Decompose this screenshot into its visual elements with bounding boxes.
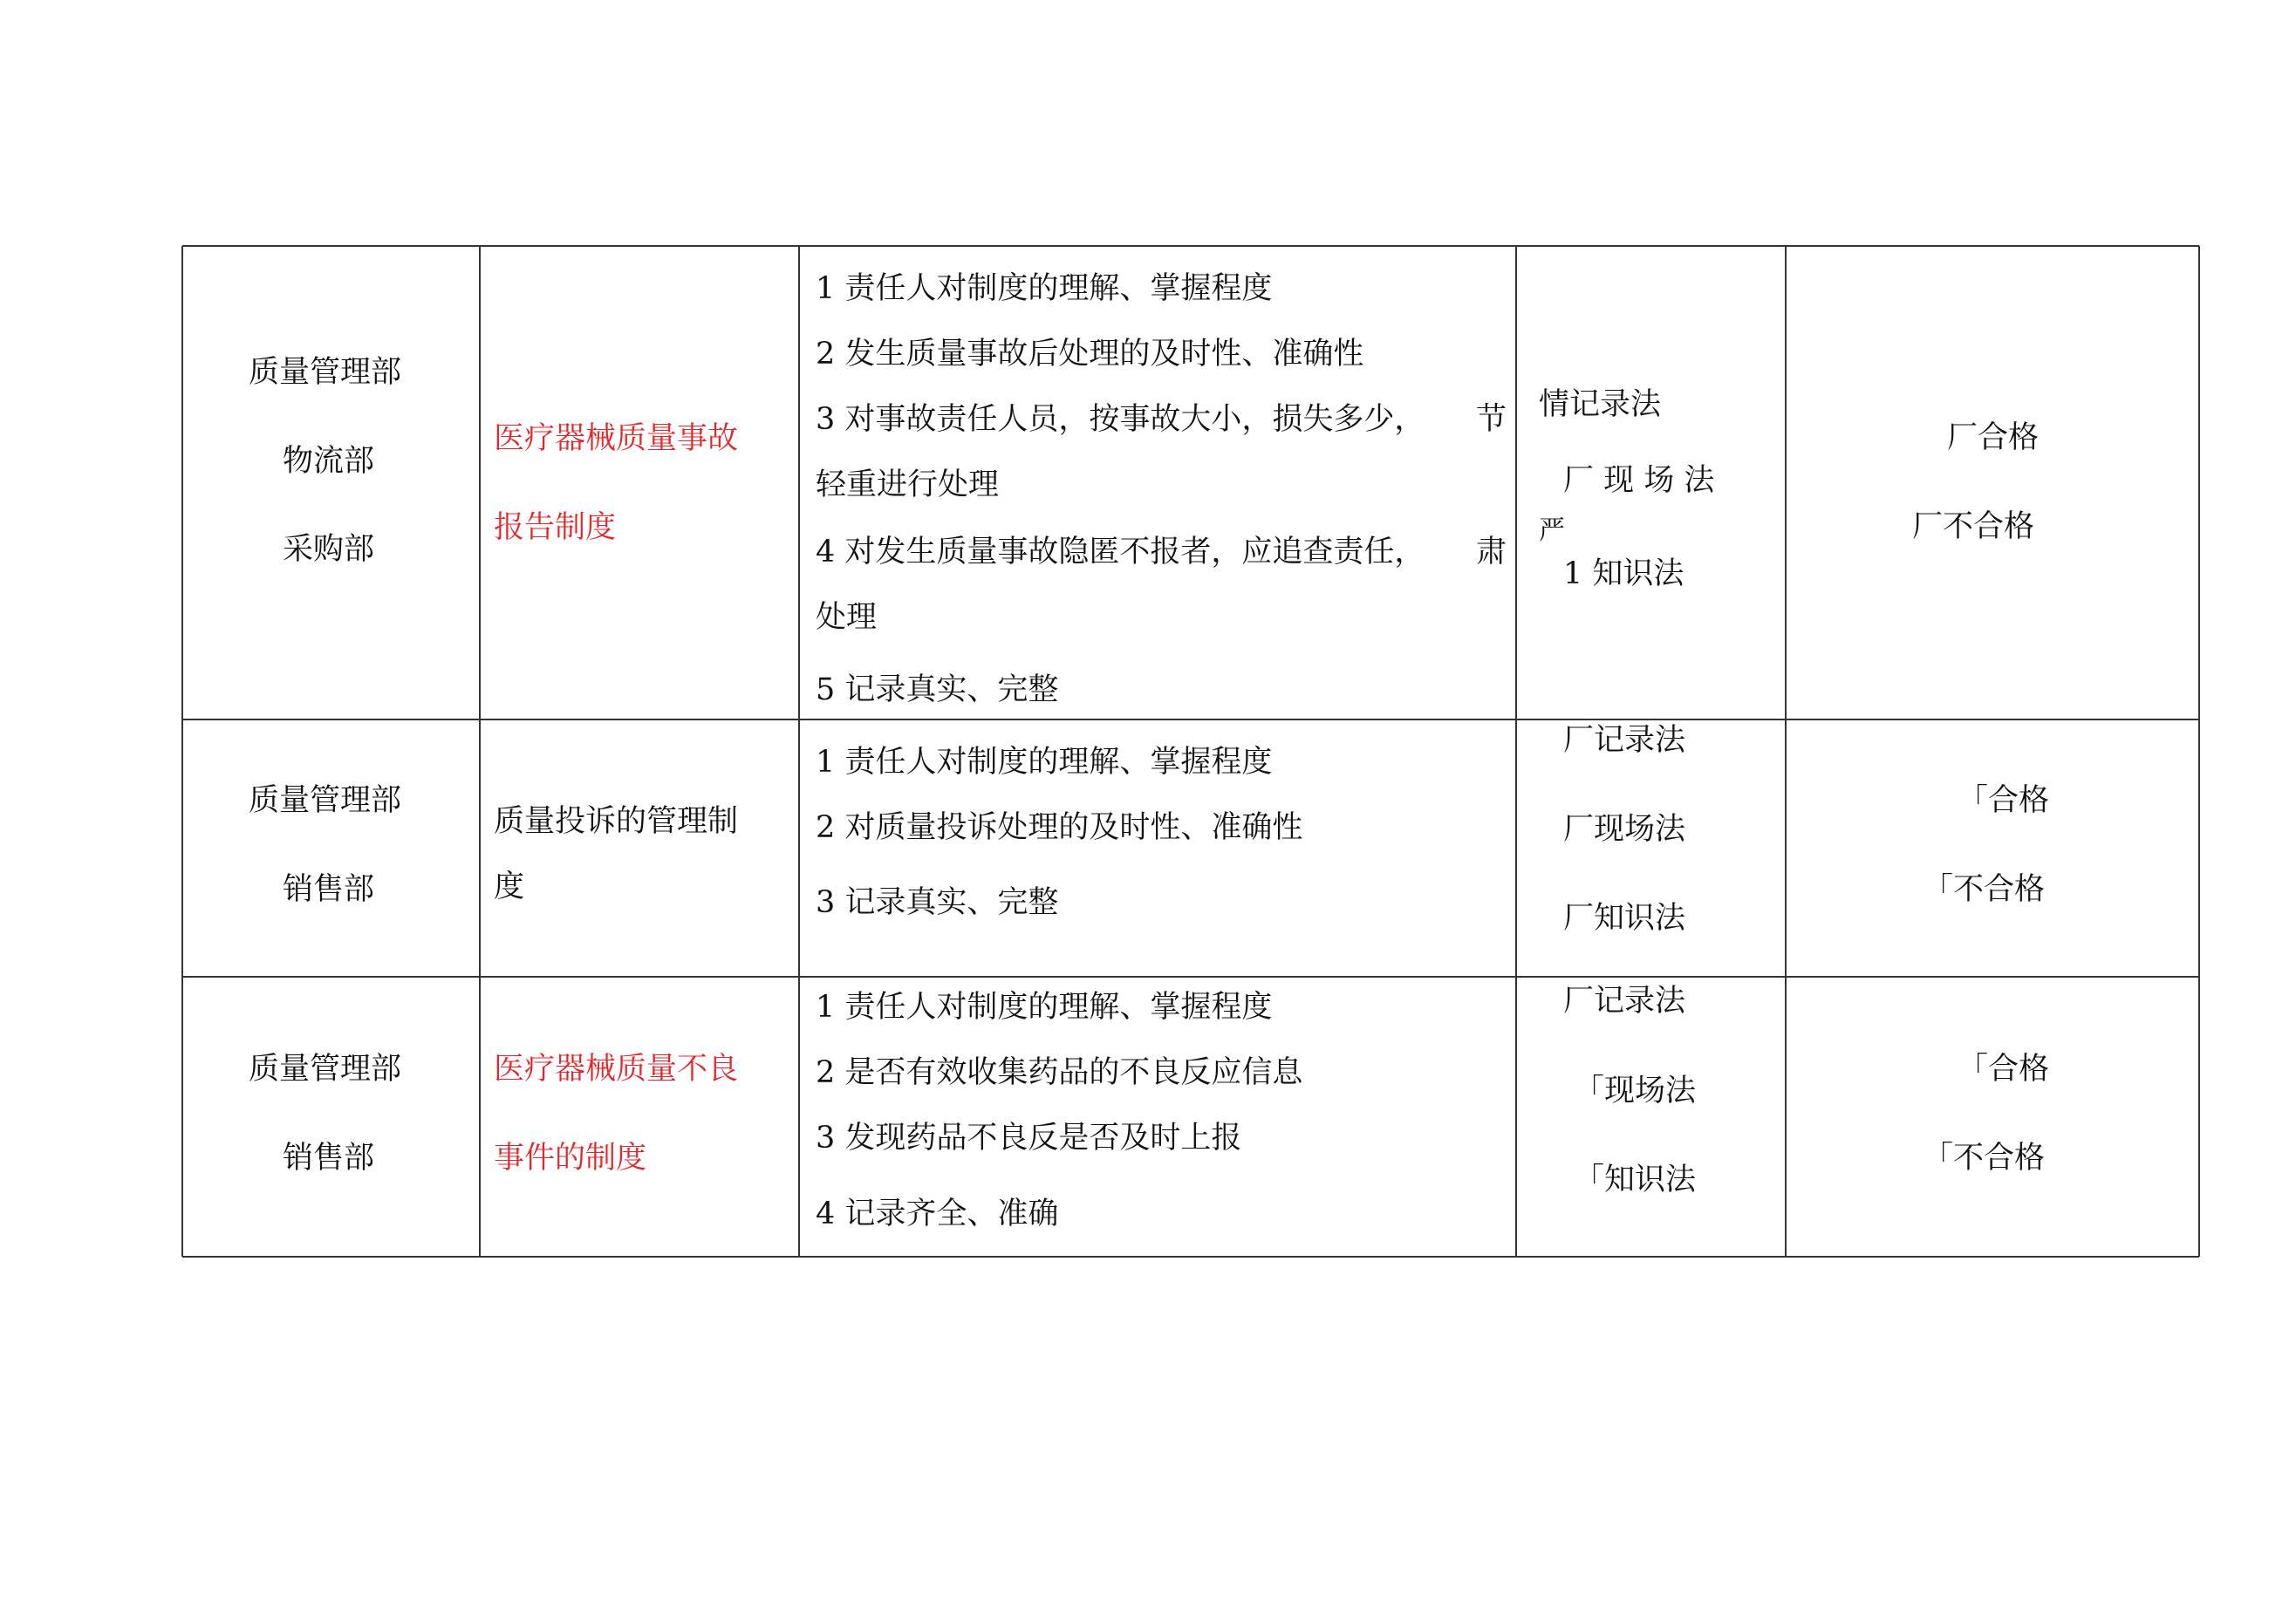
criteria-line: 5 记录真实、完整 bbox=[816, 672, 1059, 707]
criteria-line: 2 对质量投诉处理的及时性、准确性 bbox=[816, 810, 1303, 845]
method-option-text: 厂记录法 bbox=[1563, 723, 1686, 758]
department-cell-text: 质量管理部 bbox=[249, 783, 402, 818]
criteria-line: 轻重进行处理 bbox=[816, 467, 1000, 502]
criteria-line: 4 记录齐全、准确 bbox=[816, 1197, 1059, 1231]
method-option-text: 严 bbox=[1539, 515, 1565, 546]
criteria-line: 1 责任人对制度的理解、掌握程度 bbox=[816, 271, 1273, 306]
result-option-text: 「合格 bbox=[1958, 783, 2050, 818]
criteria-line: 节 bbox=[1476, 402, 1507, 437]
system-name-text: 度 bbox=[494, 869, 525, 904]
result-option-text: 厂合格 bbox=[1947, 420, 2040, 455]
criteria-line: 处理 bbox=[816, 600, 878, 635]
system-name-text: 医疗器械质量事故 bbox=[494, 421, 739, 456]
department-cell-text: 质量管理部 bbox=[249, 355, 402, 390]
criteria-line: 3 发现药品不良反是否及时上报 bbox=[816, 1121, 1242, 1156]
criteria-line: 1 责任人对制度的理解、掌握程度 bbox=[816, 990, 1273, 1025]
department-cell-text: 物流部 bbox=[283, 444, 375, 479]
method-option-text: 厂现场法 bbox=[1563, 812, 1686, 847]
system-name-text: 质量投诉的管理制 bbox=[494, 804, 739, 839]
result-option-text: 「合格 bbox=[1958, 1052, 2050, 1087]
method-option-text: 厂 现 场 法 bbox=[1563, 463, 1715, 498]
criteria-line: 3 对事故责任人员，按事故大小，损失多少， bbox=[816, 402, 1425, 437]
system-name-text: 报告制度 bbox=[494, 510, 617, 545]
department-cell-text: 采购部 bbox=[283, 532, 375, 567]
criteria-line: 1 责任人对制度的理解、掌握程度 bbox=[816, 745, 1273, 780]
result-option-text: 厂不合格 bbox=[1912, 509, 2035, 544]
method-option-text: 厂知识法 bbox=[1563, 901, 1686, 936]
method-option-text: 厂记录法 bbox=[1563, 984, 1686, 1019]
method-option-text: 情记录法 bbox=[1539, 387, 1662, 422]
department-cell-text: 质量管理部 bbox=[249, 1052, 402, 1087]
criteria-line: 4 对发生质量事故隐匿不报者，应追查责任， bbox=[816, 535, 1425, 569]
method-option-text: 1 知识法 bbox=[1563, 556, 1684, 591]
department-cell-text: 销售部 bbox=[283, 872, 375, 907]
method-option-text: 「知识法 bbox=[1574, 1163, 1697, 1197]
result-option-text: 「不合格 bbox=[1923, 872, 2046, 907]
criteria-line: 3 记录真实、完整 bbox=[816, 885, 1059, 920]
method-option-text: 「现场法 bbox=[1574, 1074, 1697, 1108]
system-name-text: 医疗器械质量不良 bbox=[494, 1052, 739, 1087]
system-name-text: 事件的制度 bbox=[494, 1141, 647, 1176]
criteria-line: 2 发生质量事故后处理的及时性、准确性 bbox=[816, 337, 1364, 372]
criteria-line: 肃 bbox=[1476, 535, 1507, 569]
department-cell-text: 销售部 bbox=[283, 1141, 375, 1176]
criteria-line: 2 是否有效收集药品的不良反应信息 bbox=[816, 1055, 1303, 1090]
result-option-text: 「不合格 bbox=[1923, 1141, 2046, 1176]
